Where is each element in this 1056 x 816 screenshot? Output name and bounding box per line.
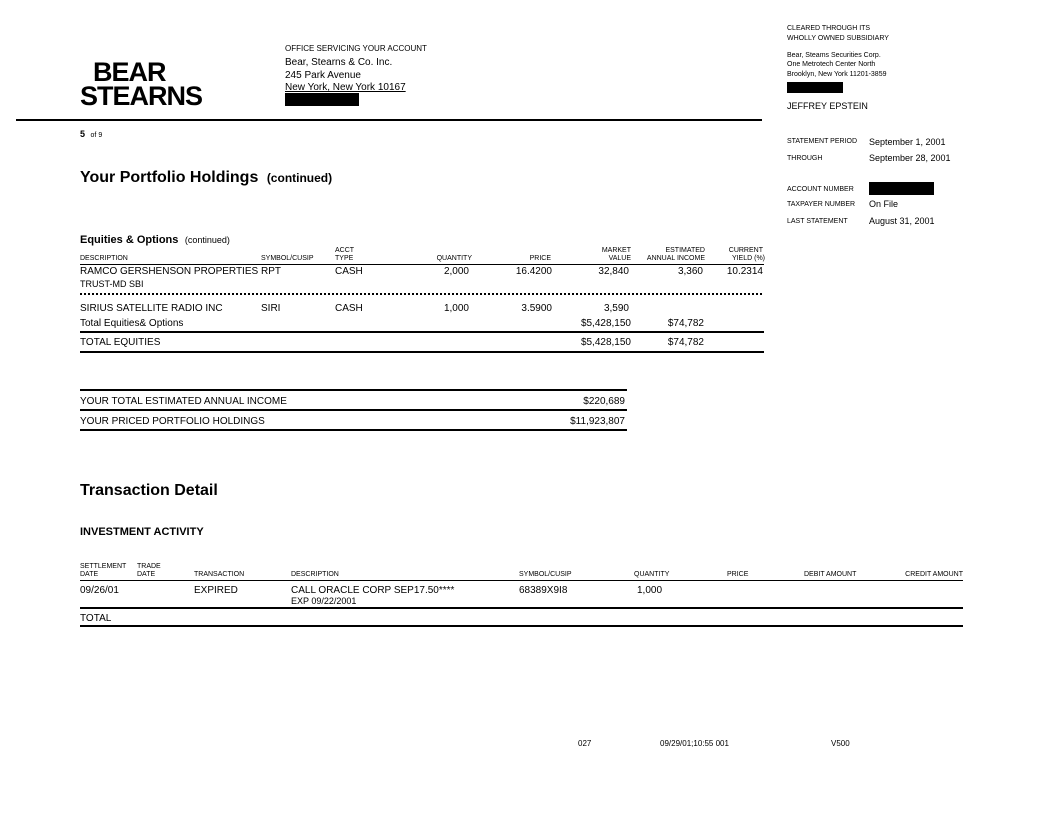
transaction-detail-title: Transaction Detail	[80, 482, 218, 499]
col-description-header: DESCRIPTION	[291, 571, 339, 578]
subtotal-annual-income: $74,782	[667, 318, 704, 329]
holding-description-line-2: TRUST-MD SBI	[80, 279, 144, 289]
total-equities-market-value: $5,428,150	[580, 337, 631, 348]
footer-code-2: V500	[831, 739, 850, 748]
col-price-header: PRICE	[529, 255, 551, 262]
dotted-separator	[80, 293, 762, 295]
clearing-name: Bear, Steams Securities Corp.	[787, 52, 881, 59]
clearing-line-1: CLEARED THROUGH ITS	[787, 25, 871, 32]
account-number-redaction	[869, 182, 934, 195]
col-debit-header: DEBIT AMOUNT	[804, 571, 857, 578]
col-yield-header-2: YIELD (%)	[731, 255, 765, 262]
page-indicator	[80, 129, 102, 139]
transaction-total-rule	[80, 625, 963, 627]
col-symbol-header: SYMBOL/CUSIP	[519, 571, 572, 578]
holding-description: RAMCO GERSHENSON PROPERTIES	[80, 266, 259, 277]
account-number-label: ACCOUNT NUMBER	[787, 186, 854, 193]
transaction-row-rule	[80, 607, 963, 609]
holding-symbol: SIRI	[261, 303, 281, 314]
holding-quantity: 1,000	[443, 303, 469, 314]
summary-mid-rule	[80, 409, 627, 411]
total-income-value: $220,689	[583, 396, 625, 407]
col-settlement-header-1: SETTLEMENT	[80, 563, 127, 570]
col-price-header: PRICE	[727, 571, 749, 578]
col-trade-header-2: DATE	[137, 571, 156, 578]
col-acct-header-1: ACCT	[335, 247, 355, 254]
transaction-description-line-2: EXP 09/22/2001	[291, 596, 357, 606]
holding-symbol: RPT	[261, 266, 281, 277]
statement-period-label: STATEMENT PERIOD	[787, 138, 858, 145]
equities-title	[80, 230, 230, 248]
logo-line-2: STEARNS	[80, 81, 203, 111]
total-income-label: YOUR TOTAL ESTIMATED ANNUAL INCOME	[80, 396, 287, 407]
total-equities-annual-income: $74,782	[667, 337, 704, 348]
holding-yield: 10.2314	[726, 266, 763, 277]
holding-description: SIRIUS SATELLITE RADIO INC	[80, 303, 223, 314]
subtotal-rule	[80, 331, 764, 333]
portfolio-title-text: Your Portfolio Holdings	[80, 169, 259, 186]
bear-stearns-logo	[80, 57, 203, 111]
redaction-bar	[285, 93, 359, 106]
col-settlement-header-2: DATE	[80, 571, 99, 578]
equities-title-suffix: (continued)	[184, 235, 230, 245]
col-description-header: DESCRIPTION	[80, 255, 128, 262]
holding-price: 3.5900	[521, 303, 552, 314]
through-value: September 28, 2001	[869, 153, 951, 163]
transaction-total-label: TOTAL	[80, 613, 112, 624]
holding-market-value: 32,840	[598, 266, 629, 277]
office-heading: OFFICE SERVICING YOUR ACCOUNT	[285, 44, 427, 53]
clearing-address-2: Brooklyn, New York 11201-3859	[787, 71, 887, 78]
col-symbol-header: SYMBOL/CUSIP	[261, 255, 314, 262]
transaction-quantity: 1,000	[637, 585, 663, 596]
footer-code-1: 027	[578, 739, 592, 748]
transaction-description: CALL ORACLE CORP SEP17.50****	[291, 585, 455, 596]
col-trade-header-1: TRADE	[137, 563, 161, 570]
priced-holdings-value: $11,923,807	[570, 416, 625, 427]
col-quantity-header: QUANTITY	[436, 255, 472, 262]
col-market-value-header-1: MARKET	[601, 247, 631, 254]
col-market-value-header-2: VALUE	[608, 255, 631, 262]
priced-holdings-label: YOUR PRICED PORTFOLIO HOLDINGS	[80, 416, 265, 427]
clearing-line-2: WHOLLY OWNED SUBSIDIARY	[787, 35, 889, 42]
last-statement-label: LAST STATEMENT	[787, 218, 848, 225]
statement-period-value: September 1, 2001	[869, 137, 946, 147]
holding-acct-type: CASH	[335, 303, 363, 314]
page-current: 5	[80, 129, 86, 139]
total-equities-rule	[80, 351, 764, 353]
holding-acct-type: CASH	[335, 266, 363, 277]
investment-activity-title: INVESTMENT ACTIVITY	[80, 526, 204, 538]
transaction-symbol: 68389X9I8	[519, 585, 568, 596]
header-rule	[16, 119, 762, 121]
office-street: 245 Park Avenue	[285, 70, 361, 81]
redaction-bar	[787, 82, 843, 93]
holding-annual-income: 3,360	[677, 266, 703, 277]
summary-top-rule	[80, 389, 627, 391]
total-equities-label: TOTAL EQUITIES	[80, 337, 161, 348]
clearing-address-1: One Metrotech Center North	[787, 61, 876, 68]
col-credit-header: CREDIT AMOUNT	[905, 571, 963, 578]
holding-quantity: 2,000	[443, 266, 469, 277]
col-quantity-header: QUANTITY	[634, 571, 670, 578]
col-estimated-header-2: ANNUAL INCOME	[646, 255, 705, 262]
taxpayer-label: TAXPAYER NUMBER	[787, 201, 856, 208]
equities-title-text: Equities & Options	[80, 234, 179, 246]
office-city: New York, New York 10167	[285, 82, 406, 93]
taxpayer-value: On File	[869, 199, 899, 209]
last-statement-value: August 31, 2001	[869, 216, 935, 226]
page-total: of 9	[90, 132, 103, 139]
col-transaction-header: TRANSACTION	[194, 571, 245, 578]
portfolio-title	[80, 169, 332, 187]
col-acct-header-2: TYPE	[335, 255, 354, 262]
transaction-header-rule	[80, 580, 963, 581]
holding-price: 16.4200	[515, 266, 552, 277]
through-label: THROUGH	[787, 155, 823, 162]
transaction-type: EXPIRED	[194, 585, 238, 596]
equities-header-rule	[80, 264, 764, 265]
col-yield-header-1: CURRENT	[728, 247, 763, 254]
portfolio-title-suffix: (continued)	[266, 171, 333, 185]
subtotal-label: Total Equities& Options	[80, 318, 184, 329]
footer-timestamp: 09/29/01;10:55 001	[660, 739, 729, 748]
col-estimated-header-1: ESTIMATED	[665, 247, 705, 254]
holding-market-value: 3,590	[603, 303, 629, 314]
office-name: Bear, Stearns & Co. Inc.	[285, 57, 393, 68]
subtotal-market-value: $5,428,150	[580, 318, 631, 329]
client-name: JEFFREY EPSTEIN	[787, 101, 868, 111]
transaction-date: 09/26/01	[80, 585, 119, 596]
summary-bottom-rule	[80, 429, 627, 431]
logo-line-1: BEAR	[93, 57, 166, 87]
